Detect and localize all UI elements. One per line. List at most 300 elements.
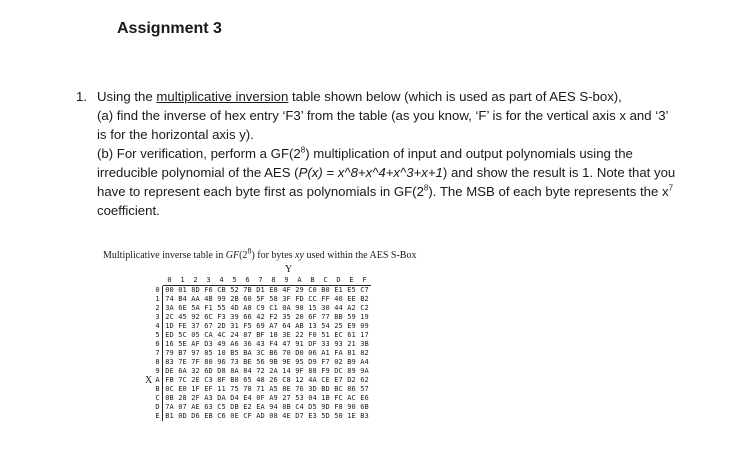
table-cell: 78 — [243, 385, 252, 393]
table-cell: D0 — [295, 349, 304, 357]
table-cell: 77 — [321, 313, 330, 321]
row-label: 8 — [153, 358, 163, 367]
column-header: A — [297, 276, 302, 284]
table-cell: 89 — [347, 367, 356, 375]
table-cell: 48 — [256, 376, 265, 384]
table-cell: DC — [334, 367, 343, 375]
table-cell: E1 — [334, 286, 343, 294]
table-cell: B9 — [347, 358, 356, 366]
column-header: 5 — [232, 276, 237, 284]
column-header: 9 — [284, 276, 289, 284]
table-cell: 08 — [269, 412, 278, 420]
table-cell: EB — [204, 412, 213, 420]
table-cell: 62 — [360, 376, 369, 384]
table-cell: F0 — [308, 331, 317, 339]
table-cell: B2 — [360, 295, 369, 303]
table-cell: BB — [334, 313, 343, 321]
table-cell: 99 — [217, 295, 226, 303]
table-cell: 80 — [204, 358, 213, 366]
table-cell: 1E — [347, 412, 356, 420]
table-cell: C1 — [269, 304, 278, 312]
column-header: 3 — [206, 276, 211, 284]
table-cell: 70 — [282, 349, 291, 357]
table-cell: 2A — [269, 367, 278, 375]
caption-text: GF — [225, 250, 240, 261]
table-cell: 4A — [308, 376, 317, 384]
table-cell: 11 — [217, 385, 226, 393]
table-cell: AC — [347, 394, 356, 402]
table-cell: E6 — [360, 394, 369, 402]
table-cell: 0A — [282, 304, 291, 312]
table-cell: 4B — [204, 295, 213, 303]
table-cell: ED — [165, 331, 174, 339]
table-cell: 6C — [204, 313, 213, 321]
column-header: 1 — [180, 276, 185, 284]
table-cell: 6A — [178, 367, 187, 375]
table-cell: A4 — [360, 358, 369, 366]
table-row — [153, 313, 371, 322]
table-cell: 61 — [347, 331, 356, 339]
table-cell: 26 — [269, 376, 278, 384]
table-cell: F9 — [321, 367, 330, 375]
part-b-text: ) multiplication of input and output polynomials using the irreducible polynomial of the AES ( — [97, 146, 633, 180]
table-row — [153, 322, 371, 331]
table-cell: 07 — [178, 403, 187, 411]
part-b-text: coefficient. — [97, 203, 160, 218]
table-cell: B8 — [230, 376, 239, 384]
table-cell: 06 — [308, 349, 317, 357]
table-cell: DE — [165, 367, 174, 375]
table-cell: FE — [178, 322, 187, 330]
table-cell: 87 — [243, 331, 252, 339]
table-cell: 97 — [191, 349, 200, 357]
table-cell: 58 — [269, 295, 278, 303]
table-cell: 6D — [204, 367, 213, 375]
table-cell: C4 — [295, 403, 304, 411]
column-header: C — [323, 276, 328, 284]
table-header-row — [163, 276, 371, 286]
table-cell: D5 — [308, 403, 317, 411]
table-cell: 9F — [295, 367, 304, 375]
table-cell: CB — [217, 286, 226, 294]
table-cell: 1F — [191, 385, 200, 393]
table-cell: 6B — [360, 403, 369, 411]
table-cell: 7E — [178, 358, 187, 366]
table-cell: 3B — [360, 340, 369, 348]
table-cell: 17 — [360, 331, 369, 339]
table-cell: 7C — [178, 376, 187, 384]
table-cell: B3 — [360, 412, 369, 420]
table-cell: F3 — [217, 313, 226, 321]
intro-text: Using the — [97, 89, 157, 104]
table-cell: 33 — [321, 340, 330, 348]
caption-text: Multiplicative inverse table in — [103, 250, 226, 261]
table-cell: AD — [256, 412, 265, 420]
table-cell: 94 — [269, 403, 278, 411]
table-cell: 0B — [165, 394, 174, 402]
column-header: 4 — [219, 276, 224, 284]
table-cell: 85 — [204, 349, 213, 357]
row-label: 4 — [153, 322, 163, 331]
table-cell: 9D — [321, 403, 330, 411]
table-cell: 5D — [321, 412, 330, 420]
row-label: D — [153, 403, 163, 412]
table-cell: 55 — [217, 304, 226, 312]
table-cell: 25 — [334, 322, 343, 330]
table-cell: 4F — [282, 286, 291, 294]
table-cell: 95 — [295, 358, 304, 366]
table-cell: C9 — [256, 304, 265, 312]
table-cell: E5 — [347, 286, 356, 294]
superscript: 8 — [247, 246, 252, 256]
caption-text: ) for bytes — [251, 250, 296, 261]
table-cell: 82 — [360, 349, 369, 357]
table-row — [153, 349, 371, 358]
table-cell: A5 — [269, 385, 278, 393]
table-cell: A2 — [347, 304, 356, 312]
table-cell: 27 — [282, 394, 291, 402]
table-row — [153, 295, 371, 304]
table-cell: 50 — [334, 412, 343, 420]
column-header: 0 — [167, 276, 172, 284]
table-row — [153, 358, 371, 367]
table-cell: B5 — [230, 349, 239, 357]
caption-text: xy — [295, 250, 304, 261]
table-cell: DA — [217, 394, 226, 402]
table-cell: CA — [204, 331, 213, 339]
part-b-text: ). The MSB of each byte represents the x — [428, 184, 669, 199]
table-cell: 5C — [178, 331, 187, 339]
table-cell: 51 — [321, 331, 330, 339]
table-cell: FD — [295, 295, 304, 303]
part-a: (a) find the inverse of hex entry ‘F3’ from the table (as you know, ‘F’ is for the vertical axis x and ‘3’ is for the horizontal axis y). — [97, 108, 668, 142]
table-cell: 7F — [191, 358, 200, 366]
table-cell: E0 — [178, 385, 187, 393]
table-cell: 5F — [256, 295, 265, 303]
table-cell: EE — [347, 295, 356, 303]
table-cell: 36 — [243, 340, 252, 348]
table-cell: 73 — [230, 358, 239, 366]
table-cell: A8 — [243, 304, 252, 312]
table-cell: 24 — [230, 331, 239, 339]
table-cell: 66 — [243, 313, 252, 321]
table-cell: A7 — [269, 322, 278, 330]
table-cell: AA — [191, 295, 200, 303]
table-cell: 71 — [256, 385, 265, 393]
table-row — [153, 331, 371, 340]
intro-text-2: table shown below (which is used as part of AES S-box), — [288, 89, 622, 104]
column-header: 8 — [271, 276, 276, 284]
table-cell: 30 — [321, 304, 330, 312]
table-cell: 42 — [256, 313, 265, 321]
table-cell: 3F — [282, 295, 291, 303]
table-cell: 72 — [256, 367, 265, 375]
table-cell: A3 — [204, 394, 213, 402]
table-cell: AB — [295, 322, 304, 330]
table-row — [153, 340, 371, 349]
table-cell: 54 — [321, 322, 330, 330]
table-cell: 00 — [165, 286, 174, 294]
table-cell: 3E — [282, 331, 291, 339]
table-cell: E9 — [347, 322, 356, 330]
table-cell: D4 — [230, 394, 239, 402]
table-cell: 59 — [347, 313, 356, 321]
column-header: E — [349, 276, 354, 284]
table-cell: 20 — [295, 313, 304, 321]
table-cell: 93 — [334, 340, 343, 348]
table-cell: CC — [308, 295, 317, 303]
table-cell: 69 — [256, 322, 265, 330]
table-cell: C0 — [308, 286, 317, 294]
part-b-text: (b) For verification, perform a GF(2 — [97, 146, 301, 161]
table-cell: F7 — [321, 358, 330, 366]
table-cell: 09 — [360, 322, 369, 330]
table-cell: 63 — [204, 403, 213, 411]
question-intro — [97, 87, 676, 106]
table-cell: 18 — [269, 331, 278, 339]
table-cell: F1 — [204, 304, 213, 312]
table-cell: F2 — [269, 313, 278, 321]
table-cell: EA — [256, 403, 265, 411]
y-axis-label: Y — [285, 264, 293, 275]
table-cell: 90 — [347, 403, 356, 411]
table-caption — [103, 246, 417, 261]
table-cell: 35 — [282, 313, 291, 321]
table-cell: A6 — [230, 340, 239, 348]
table-cell: DF — [308, 340, 317, 348]
polynomial: P(x) = x^8+x^4+x^3+x+1 — [298, 165, 443, 180]
table-cell: BD — [321, 385, 330, 393]
table-cell: 05 — [191, 331, 200, 339]
table-cell: 9E — [282, 358, 291, 366]
table-cell: 53 — [295, 394, 304, 402]
caption-text: (2 — [239, 250, 248, 261]
table-cell: 1B — [321, 394, 330, 402]
table-cell: 96 — [217, 358, 226, 366]
x-axis-label: X — [145, 375, 153, 386]
table-cell: 52 — [230, 286, 239, 294]
table-cell: 0D — [178, 412, 187, 420]
table-cell: 2E — [191, 376, 200, 384]
table-cell: FA — [334, 349, 343, 357]
table-cell: 6F — [308, 313, 317, 321]
table-row — [153, 286, 371, 295]
table-cell: D7 — [295, 412, 304, 420]
column-header: B — [310, 276, 315, 284]
table-row — [153, 394, 371, 403]
table-cell: 04 — [308, 394, 317, 402]
table-cell: CE — [321, 376, 330, 384]
column-header: F — [362, 276, 367, 284]
table-cell: B7 — [178, 349, 187, 357]
table-row — [153, 367, 371, 376]
table-cell: 88 — [308, 367, 317, 375]
table-cell: E3 — [308, 412, 317, 420]
table-cell: 9B — [269, 358, 278, 366]
table-cell: 39 — [230, 313, 239, 321]
table-cell: 32 — [191, 367, 200, 375]
row-label: 6 — [153, 340, 163, 349]
table-cell: 2F — [191, 394, 200, 402]
table-cell: B6 — [269, 349, 278, 357]
table-cell: 2B — [230, 295, 239, 303]
row-label: 3 — [153, 313, 163, 322]
table-cell: 0F — [256, 394, 265, 402]
table-cell: 83 — [165, 358, 174, 366]
table-cell: 65 — [243, 376, 252, 384]
superscript: 7 — [668, 183, 674, 193]
table-cell: C6 — [217, 412, 226, 420]
part-b-text: ) and show the result is 1. Note that you have to represent each byte first as polynomials in GF(2 — [97, 165, 676, 199]
table-cell: D8 — [217, 367, 226, 375]
table-cell: 15 — [308, 304, 317, 312]
row-label: 7 — [153, 349, 163, 358]
page-title: Assignment 3 — [117, 20, 222, 37]
table-cell: 67 — [204, 322, 213, 330]
table-cell: 5E — [178, 340, 187, 348]
table-cell: 13 — [308, 322, 317, 330]
table-cell: FC — [334, 394, 343, 402]
table-cell: 86 — [347, 385, 356, 393]
table-cell: 28 — [178, 394, 187, 402]
table-cell: CF — [243, 412, 252, 420]
table-cell: EF — [204, 385, 213, 393]
table-cell: 22 — [295, 331, 304, 339]
table-cell: 91 — [295, 340, 304, 348]
table-cell: E7 — [334, 376, 343, 384]
question-body — [97, 87, 676, 220]
table-cell: EC — [334, 331, 343, 339]
table-cell: BE — [243, 358, 252, 366]
table-cell: 5A — [191, 304, 200, 312]
table-cell: 2D — [217, 322, 226, 330]
table-cell: 8A — [230, 367, 239, 375]
table-cell: F6 — [204, 286, 213, 294]
table-cell: 8E — [282, 385, 291, 393]
caption-text: used within the AES S-Box — [303, 250, 417, 261]
table-cell: 7A — [165, 403, 174, 411]
table-cell: 49 — [217, 340, 226, 348]
table-cell: 3A — [165, 304, 174, 312]
table-cell: B1 — [165, 412, 174, 420]
table-cell: 84 — [243, 367, 252, 375]
table-cell: C2 — [360, 304, 369, 312]
table-cell: 44 — [334, 304, 343, 312]
table-cell: 0E — [230, 412, 239, 420]
table-cell: 29 — [295, 286, 304, 294]
table-cell: 4E — [282, 412, 291, 420]
table-row — [153, 403, 371, 412]
table-cell: 79 — [165, 349, 174, 357]
table-cell: C5 — [217, 403, 226, 411]
table-cell: 2C — [165, 313, 174, 321]
underlined-term: multiplicative inversion — [156, 89, 289, 104]
table-cell: D2 — [347, 376, 356, 384]
table-cell: 56 — [256, 358, 265, 366]
table-cell: 4D — [230, 304, 239, 312]
table-cell: 3D — [308, 385, 317, 393]
table-cell: 8B — [282, 403, 291, 411]
table-cell: 43 — [256, 340, 265, 348]
table-cell: D9 — [308, 358, 317, 366]
table-cell: F4 — [269, 340, 278, 348]
table-cell: DB — [230, 403, 239, 411]
table-cell: 37 — [191, 322, 200, 330]
table-cell: 75 — [230, 385, 239, 393]
column-header: D — [336, 276, 341, 284]
table-row — [153, 304, 371, 313]
table-cell: AE — [191, 403, 200, 411]
table-cell: 1D — [165, 322, 174, 330]
table-cell: 7B — [243, 286, 252, 294]
table-cell: C8 — [282, 376, 291, 384]
table-cell: 31 — [230, 322, 239, 330]
table-row — [153, 376, 371, 385]
table-cell: 02 — [334, 358, 343, 366]
table-cell: 64 — [282, 322, 291, 330]
table-cell: 92 — [191, 313, 200, 321]
table-cell: 01 — [178, 286, 187, 294]
table-cell: F5 — [243, 322, 252, 330]
row-label: 9 — [153, 367, 163, 376]
table-cell: B4 — [178, 295, 187, 303]
row-label: E — [153, 412, 163, 421]
table-cell: AF — [191, 340, 200, 348]
table-cell: E4 — [243, 394, 252, 402]
table-row — [153, 385, 371, 394]
table-cell: D3 — [204, 340, 213, 348]
row-label: 1 — [153, 295, 163, 304]
table-cell: BF — [256, 331, 265, 339]
table-cell: 16 — [165, 340, 174, 348]
table-cell: C7 — [360, 286, 369, 294]
row-label: 0 — [153, 286, 163, 295]
table-cell: D1 — [256, 286, 265, 294]
row-label: C — [153, 394, 163, 403]
table-cell: D6 — [191, 412, 200, 420]
question-number: 1. — [76, 89, 87, 104]
table-cell: A9 — [269, 394, 278, 402]
table-cell: 19 — [360, 313, 369, 321]
table-cell: 14 — [282, 367, 291, 375]
table-cell: BC — [334, 385, 343, 393]
table-cell: 81 — [347, 349, 356, 357]
row-label: B — [153, 385, 163, 394]
table-cell: 12 — [295, 376, 304, 384]
table-cell: 74 — [165, 295, 174, 303]
table-cell: 6E — [178, 304, 187, 312]
table-cell: 40 — [334, 295, 343, 303]
question-1 — [76, 87, 676, 220]
table-cell: 76 — [295, 385, 304, 393]
table-cell: 47 — [282, 340, 291, 348]
row-label: A — [153, 376, 163, 385]
table-cell: A1 — [321, 349, 330, 357]
table-cell: 10 — [217, 349, 226, 357]
superscript: 8 — [423, 183, 429, 193]
table-cell: 8D — [191, 286, 200, 294]
table-row — [153, 412, 371, 421]
superscript: 8 — [300, 145, 306, 155]
table-cell: 9A — [360, 367, 369, 375]
table-cell: 45 — [178, 313, 187, 321]
table-cell: 0C — [165, 385, 174, 393]
row-label: 5 — [153, 331, 163, 340]
row-label: 2 — [153, 304, 163, 313]
inverse-table — [153, 276, 371, 421]
table-cell: E2 — [243, 403, 252, 411]
table-cell: 4C — [217, 331, 226, 339]
